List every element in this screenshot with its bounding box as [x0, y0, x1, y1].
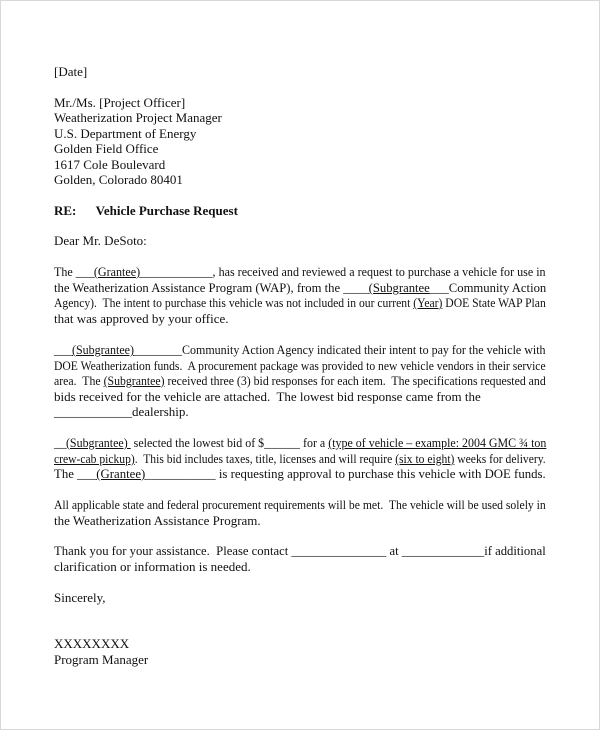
para2-line: [54, 404, 189, 420]
closing: [54, 590, 106, 606]
recipient-org: [54, 126, 196, 142]
text-segment: ___________ is requesting approval to purchase this vehicle with DOE funds.: [145, 466, 546, 481]
text-segment: Golden, Colorado 80401: [54, 172, 183, 187]
text-segment: The ___: [54, 466, 97, 481]
text-segment: that was approved by your office.: [54, 311, 229, 326]
recipient-title: [54, 110, 222, 126]
placeholder-field: (type of vehicle – example: 2004 GMC ¾ ton: [328, 435, 547, 450]
para3-line: [54, 466, 546, 482]
placeholder-field: (six to eight): [395, 451, 455, 466]
text-segment: . This bid includes taxes, title, licenses and will require: [134, 451, 396, 466]
text-segment: All applicable state and federal procurement requirements will be met. The vehicle will be used solely in: [54, 497, 546, 512]
para4-line: [54, 513, 261, 529]
para1-line: [54, 280, 546, 296]
placeholder-field: (Subgrantee): [103, 373, 165, 388]
placeholder-field: (Grantee): [93, 264, 141, 279]
text-segment: U.S. Department of Energy: [54, 126, 197, 141]
para4-line: [54, 497, 546, 513]
para3-line: [54, 435, 546, 451]
signer-title: [54, 652, 148, 668]
text-segment: Weatherization Project Manager: [54, 110, 222, 125]
text-segment: [Date]: [54, 64, 88, 79]
placeholder-field: (Year): [413, 295, 443, 310]
text-segment: selected the lowest bid of $______ for a: [130, 435, 329, 450]
text-segment: DOE Weatherization funds. A procurement package was provided to new vehicle vendors in their service: [54, 358, 546, 373]
para2-line: [54, 342, 546, 358]
para1-line: [54, 311, 228, 327]
text-segment: ___: [54, 342, 72, 357]
text-segment: XXXXXXXX: [54, 636, 130, 651]
text-segment: Program Manager: [54, 652, 149, 667]
text-segment: ____________, has received and reviewed a request to purchase a vehicle for use in: [140, 264, 546, 279]
para2-line: [54, 373, 546, 389]
para5-line: [54, 559, 251, 575]
text-segment: Mr./Ms. [Project Officer]: [54, 95, 186, 110]
text-segment: ____________dealership.: [54, 404, 189, 419]
para3-line: [54, 451, 546, 467]
text-segment: Sincerely,: [54, 590, 106, 605]
recipient-name: [54, 95, 185, 111]
date: [54, 64, 87, 80]
text-segment: the Weatherization Assistance Program (WAP), from the ____: [54, 280, 369, 295]
text-segment: ___Community Action: [429, 280, 547, 295]
text-segment: ________Community Action Agency indicated their intent to pay for the vehicle with: [133, 342, 546, 357]
text-segment: received three (3) bid responses for each item. The specifications requested and: [164, 373, 546, 388]
signer-name: [54, 636, 129, 652]
recipient-city: [54, 172, 183, 188]
placeholder-field: (Grantee): [96, 466, 146, 481]
text-segment: bids received for the vehicle are attached. The lowest bid response came from the: [54, 389, 481, 404]
text-segment: __: [54, 435, 66, 450]
placeholder-field: (Subgrantee): [72, 342, 134, 357]
para2-line: [54, 389, 481, 405]
placeholder-field: crew-cab pickup): [54, 451, 135, 466]
text-segment: the Weatherization Assistance Program.: [54, 513, 261, 528]
text-segment: RE: Vehicle Purchase Request: [54, 203, 238, 218]
text-segment: Agency). The intent to purchase this vehicle was not included in our current: [54, 295, 414, 310]
recipient-office: [54, 141, 158, 157]
text-segment: Thank you for your assistance. Please contact _______________ at _____________if additional: [54, 543, 546, 558]
salutation: [54, 233, 147, 249]
text-segment: Golden Field Office: [54, 141, 159, 156]
para5-line: [54, 543, 546, 559]
placeholder-field: (Subgrantee: [368, 280, 430, 295]
text-segment: weeks for delivery.: [454, 451, 546, 466]
para2-line: [54, 358, 546, 374]
text-segment: clarification or information is needed.: [54, 559, 251, 574]
text-segment: 1617 Cole Boulevard: [54, 157, 166, 172]
text-segment: area. The: [54, 373, 104, 388]
para1-line: [54, 264, 546, 280]
text-segment: DOE State WAP Plan: [442, 295, 546, 310]
text-segment: The ___: [54, 264, 94, 279]
placeholder-field: (Subgrantee): [65, 435, 131, 450]
recipient-street: [54, 157, 165, 173]
text-segment: Dear Mr. DeSoto:: [54, 233, 147, 248]
subject: [54, 203, 238, 219]
para1-line: [54, 295, 546, 311]
